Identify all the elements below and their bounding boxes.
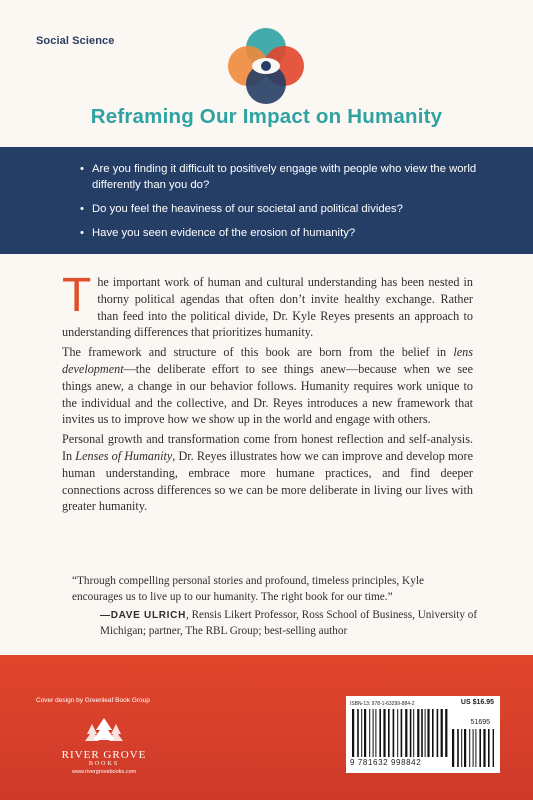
quote-text: “Through compelling personal stories and profound, timeless principles, Kyle encourages us to live up to our humanity. The right book for our time.”: [72, 575, 425, 603]
category-label: Social Science: [36, 35, 115, 47]
isbn-digits: 9 781632 998842: [350, 758, 422, 767]
price-addon-code: 51695: [470, 719, 490, 726]
isbn-label: ISBN-13: 978-1-63299-884-2: [350, 701, 415, 707]
paragraph-2-text-b: —the deliberate effort to see things anew—because when we see things anew, a change in our behavior follows. Humanity requires work unique to the individual and the collective, and Dr. Reyes introduces a new framework that invites us to improve how we show up in the world and engage with others.: [62, 361, 473, 427]
paragraph-3-text-a: Personal growth and transformation come from honest reflection and self-analysis. In: [62, 432, 473, 463]
price-label: US $16.95: [460, 699, 494, 706]
publisher-url: www.rivergrovebooks.com: [71, 769, 137, 775]
headline: Reframing Our Impact on Humanity: [90, 105, 443, 128]
question-item: • Do you feel the heaviness of our societal and political divides?: [80, 201, 500, 217]
endorsement-quote: [72, 574, 472, 605]
endorser-affiliation: , Rensis Likert Professor, Ross School of Business, University of Michigan; partner, The RBL Group; best-selling author: [100, 609, 478, 637]
book-title-emphasis: Lenses of Humanity: [75, 448, 173, 463]
paragraph-2: [62, 344, 473, 428]
question-band: [0, 147, 533, 254]
question-list: [80, 161, 500, 249]
publisher-name: RIVER GROVE: [61, 749, 147, 761]
endorsement-attribution: [100, 608, 490, 639]
cover-credit: Cover design by Greenleaf Book Group: [36, 697, 150, 704]
question-item: • Have you seen evidence of the erosion of humanity?: [80, 225, 500, 241]
description: [62, 269, 473, 518]
isbn-barcode-icon: [352, 709, 448, 757]
paragraph-1-text: he important work of human and cultural understanding has been nested in thorny political agendas that often don’t invite healthy exchange. Rather than feed into the political divide, Dr. Kyle Reyes presents an approach to understanding differences that prioritizes humanity.: [62, 275, 473, 340]
paragraph-2-text-a: The framework and structure of this book are born from the belief in: [62, 345, 454, 360]
lens-logo-icon: [224, 24, 308, 108]
addon-barcode-icon: [452, 729, 494, 767]
publisher-imprint: BOOKS: [88, 761, 120, 767]
paragraph-1: [62, 269, 473, 341]
paragraph-3-text-b: , Dr. Reyes illustrates how we can improve and develop more human understanding, embrace more humane practices, and find deeper connections across differences so we can be more deliberate in living our lives with greater humanity.: [62, 448, 473, 514]
paragraph-2-emphasis: lens development: [62, 345, 473, 376]
publisher-logo: [58, 718, 150, 775]
paragraph-3: [62, 431, 473, 515]
endorser-name: —DAVE ULRICH: [100, 610, 186, 621]
tree-logo-icon: [84, 718, 124, 742]
question-item: • Are you finding it difficult to positively engage with people who view the world differently than you do?: [80, 161, 500, 193]
barcode-panel: [346, 696, 500, 773]
drop-cap: T: [62, 269, 92, 322]
